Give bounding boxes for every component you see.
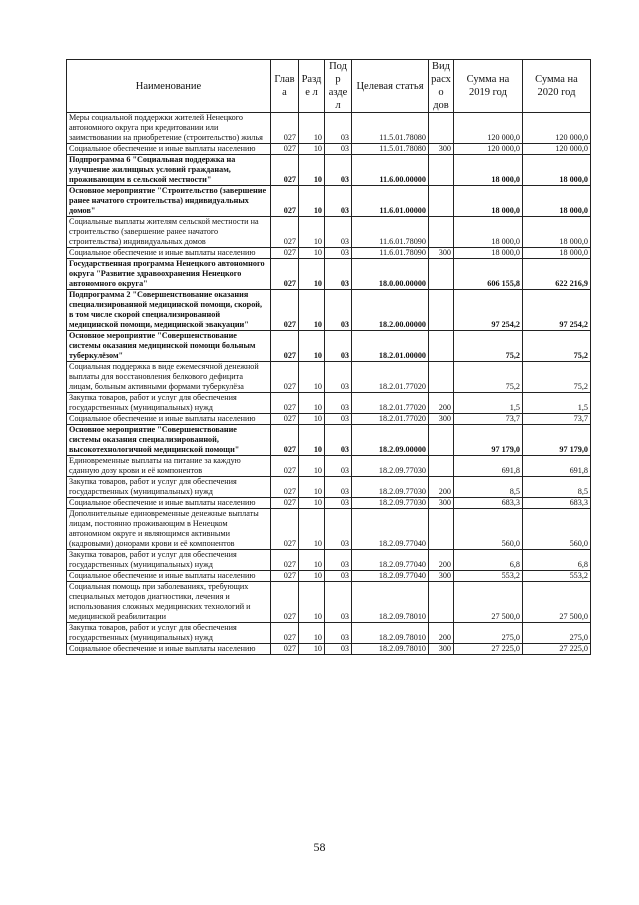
budget-table xyxy=(66,59,591,655)
cell-name: Закупка товаров, работ и услуг для обеспечения государственных (муниципальных) нужд xyxy=(67,623,271,644)
header-glava: Глав а xyxy=(271,60,299,113)
cell-razdel: 10 xyxy=(299,550,325,571)
cell-razdel: 10 xyxy=(299,113,325,144)
header-name: Наименование xyxy=(67,60,271,113)
cell-glava: 027 xyxy=(271,217,299,248)
cell-podrazdel: 03 xyxy=(325,571,352,582)
cell-vid xyxy=(429,456,454,477)
page-number: 58 xyxy=(313,840,326,854)
cell-razdel: 10 xyxy=(299,509,325,550)
cell-target: 18.2.09.78010 xyxy=(352,644,429,655)
cell-target: 18.2.09.77040 xyxy=(352,550,429,571)
table-row xyxy=(67,582,591,623)
table-header-row xyxy=(67,60,591,113)
table-row xyxy=(67,644,591,655)
cell-glava: 027 xyxy=(271,290,299,331)
cell-sum2019: 27 500,0 xyxy=(454,582,523,623)
cell-sum2019: 683,3 xyxy=(454,498,523,509)
cell-vid: 300 xyxy=(429,498,454,509)
cell-name: Подпрограмма 2 "Совершенствование оказания специализированной медицинской помощи, скорой, в том числе скорой специализированной медицинской помощи, медицинской эвакуации" xyxy=(67,290,271,331)
table-row xyxy=(67,393,591,414)
cell-podrazdel: 03 xyxy=(325,290,352,331)
cell-glava: 027 xyxy=(271,393,299,414)
cell-razdel: 10 xyxy=(299,217,325,248)
cell-podrazdel: 03 xyxy=(325,550,352,571)
cell-name: Социальное обеспечение и иные выплаты населению xyxy=(67,498,271,509)
cell-vid: 200 xyxy=(429,550,454,571)
cell-sum2019: 6,8 xyxy=(454,550,523,571)
cell-vid xyxy=(429,155,454,186)
cell-podrazdel: 03 xyxy=(325,113,352,144)
table-row xyxy=(67,414,591,425)
cell-name: Основное мероприятие "Строительство (завершение ранее начатого строительства) индивидуальных домов" xyxy=(67,186,271,217)
cell-glava: 027 xyxy=(271,477,299,498)
cell-glava: 027 xyxy=(271,259,299,290)
cell-podrazdel: 03 xyxy=(325,331,352,362)
cell-razdel: 10 xyxy=(299,644,325,655)
table-body xyxy=(67,113,591,655)
cell-glava: 027 xyxy=(271,509,299,550)
cell-name: Социальное обеспечение и иные выплаты населению xyxy=(67,571,271,582)
cell-target: 11.6.01.78090 xyxy=(352,217,429,248)
cell-glava: 027 xyxy=(271,550,299,571)
cell-vid xyxy=(429,425,454,456)
cell-sum2019: 97 179,0 xyxy=(454,425,523,456)
cell-vid xyxy=(429,582,454,623)
cell-glava: 027 xyxy=(271,623,299,644)
cell-podrazdel: 03 xyxy=(325,477,352,498)
table-row xyxy=(67,362,591,393)
cell-podrazdel: 03 xyxy=(325,248,352,259)
cell-sum2020: 18 000,0 xyxy=(523,248,591,259)
cell-razdel: 10 xyxy=(299,290,325,331)
cell-sum2020: 18 000,0 xyxy=(523,186,591,217)
cell-razdel: 10 xyxy=(299,414,325,425)
cell-name: Социальная поддержка в виде ежемесячной денежной выплаты для восстановления белкового дефицита лицам, больным активными формами туберкулёза xyxy=(67,362,271,393)
cell-glava: 027 xyxy=(271,571,299,582)
cell-podrazdel: 03 xyxy=(325,623,352,644)
cell-target: 18.2.00.00000 xyxy=(352,290,429,331)
cell-podrazdel: 03 xyxy=(325,414,352,425)
cell-razdel: 10 xyxy=(299,498,325,509)
cell-target: 11.6.01.78090 xyxy=(352,248,429,259)
cell-podrazdel: 03 xyxy=(325,644,352,655)
cell-vid xyxy=(429,331,454,362)
table-row xyxy=(67,623,591,644)
cell-name: Социальная помощь при заболеваниях, требующих специальных методов диагностики, лечения и использования сложных медицинских технологий и медицинской реабилитации xyxy=(67,582,271,623)
cell-target: 18.2.09.00000 xyxy=(352,425,429,456)
table-row xyxy=(67,571,591,582)
table-row xyxy=(67,259,591,290)
cell-sum2019: 18 000,0 xyxy=(454,186,523,217)
cell-target: 18.2.01.00000 xyxy=(352,331,429,362)
cell-podrazdel: 03 xyxy=(325,362,352,393)
cell-sum2019: 560,0 xyxy=(454,509,523,550)
table-row xyxy=(67,155,591,186)
table-row xyxy=(67,248,591,259)
cell-target: 18.2.01.77020 xyxy=(352,393,429,414)
cell-name: Меры социальной поддержки жителей Ненецкого автономного округа при кредитовании или заимствовании на приобретение (строительство) жилья xyxy=(67,113,271,144)
cell-vid xyxy=(429,186,454,217)
cell-vid: 300 xyxy=(429,414,454,425)
cell-name: Дополнительные единовременные денежные выплаты лицам, постоянно проживающим в Ненецком автономном округе и являющимся активными (кадровыми) донорами крови и её компонентов xyxy=(67,509,271,550)
cell-sum2019: 691,8 xyxy=(454,456,523,477)
cell-sum2020: 120 000,0 xyxy=(523,144,591,155)
cell-target: 18.0.00.00000 xyxy=(352,259,429,290)
cell-glava: 027 xyxy=(271,582,299,623)
table-row xyxy=(67,425,591,456)
cell-sum2020: 75,2 xyxy=(523,331,591,362)
cell-sum2020: 97 179,0 xyxy=(523,425,591,456)
cell-sum2020: 120 000,0 xyxy=(523,113,591,144)
header-podrazdel: Подр аздел xyxy=(325,60,352,113)
cell-podrazdel: 03 xyxy=(325,144,352,155)
cell-podrazdel: 03 xyxy=(325,498,352,509)
cell-sum2019: 97 254,2 xyxy=(454,290,523,331)
cell-vid xyxy=(429,362,454,393)
cell-target: 18.2.09.77040 xyxy=(352,571,429,582)
cell-glava: 027 xyxy=(271,113,299,144)
cell-glava: 027 xyxy=(271,248,299,259)
cell-razdel: 10 xyxy=(299,259,325,290)
cell-glava: 027 xyxy=(271,425,299,456)
table-row xyxy=(67,331,591,362)
header-target: Целевая статья xyxy=(352,60,429,113)
cell-sum2019: 606 155,8 xyxy=(454,259,523,290)
cell-razdel: 10 xyxy=(299,582,325,623)
cell-sum2019: 27 225,0 xyxy=(454,644,523,655)
cell-sum2019: 18 000,0 xyxy=(454,217,523,248)
cell-vid: 200 xyxy=(429,393,454,414)
cell-name: Закупка товаров, работ и услуг для обеспечения государственных (муниципальных) нужд xyxy=(67,477,271,498)
cell-sum2020: 75,2 xyxy=(523,362,591,393)
cell-sum2020: 691,8 xyxy=(523,456,591,477)
table-row xyxy=(67,144,591,155)
cell-vid: 300 xyxy=(429,144,454,155)
cell-sum2019: 73,7 xyxy=(454,414,523,425)
cell-sum2019: 75,2 xyxy=(454,331,523,362)
cell-sum2020: 27 225,0 xyxy=(523,644,591,655)
cell-podrazdel: 03 xyxy=(325,217,352,248)
cell-name: Основное мероприятие "Совершенствование системы оказания специализированной, высокотехнологичной медицинской помощи" xyxy=(67,425,271,456)
cell-vid: 300 xyxy=(429,644,454,655)
cell-sum2020: 622 216,9 xyxy=(523,259,591,290)
cell-target: 11.6.00.00000 xyxy=(352,155,429,186)
cell-razdel: 10 xyxy=(299,362,325,393)
cell-name: Подпрограмма 6 "Социальная поддержка на улучшение жилищных условий гражданам, проживающим в сельской местности" xyxy=(67,155,271,186)
cell-vid: 300 xyxy=(429,571,454,582)
table-row xyxy=(67,290,591,331)
cell-sum2020: 18 000,0 xyxy=(523,155,591,186)
cell-podrazdel: 03 xyxy=(325,259,352,290)
cell-target: 18.2.01.77020 xyxy=(352,414,429,425)
cell-sum2020: 73,7 xyxy=(523,414,591,425)
cell-vid xyxy=(429,509,454,550)
cell-sum2020: 27 500,0 xyxy=(523,582,591,623)
cell-sum2019: 18 000,0 xyxy=(454,155,523,186)
cell-name: Государственная программа Ненецкого автономного округа "Развитие здравоохранения Ненецкого автономного округа" xyxy=(67,259,271,290)
cell-target: 11.5.01.78080 xyxy=(352,144,429,155)
cell-name: Единовременные выплаты на питание за каждую сданную дозу крови и её компонентов xyxy=(67,456,271,477)
cell-sum2020: 553,2 xyxy=(523,571,591,582)
table-row xyxy=(67,498,591,509)
cell-sum2020: 6,8 xyxy=(523,550,591,571)
cell-sum2020: 1,5 xyxy=(523,393,591,414)
cell-podrazdel: 03 xyxy=(325,582,352,623)
cell-vid xyxy=(429,113,454,144)
table-row xyxy=(67,113,591,144)
cell-glava: 027 xyxy=(271,155,299,186)
cell-glava: 027 xyxy=(271,186,299,217)
table-row xyxy=(67,217,591,248)
cell-razdel: 10 xyxy=(299,477,325,498)
cell-glava: 027 xyxy=(271,331,299,362)
cell-target: 18.2.01.77020 xyxy=(352,362,429,393)
cell-podrazdel: 03 xyxy=(325,186,352,217)
cell-sum2019: 120 000,0 xyxy=(454,113,523,144)
cell-glava: 027 xyxy=(271,414,299,425)
cell-razdel: 10 xyxy=(299,155,325,186)
cell-glava: 027 xyxy=(271,144,299,155)
cell-glava: 027 xyxy=(271,362,299,393)
cell-razdel: 10 xyxy=(299,425,325,456)
cell-name: Социальное обеспечение и иные выплаты населению xyxy=(67,414,271,425)
cell-target: 18.2.09.78010 xyxy=(352,623,429,644)
cell-podrazdel: 03 xyxy=(325,456,352,477)
cell-target: 18.2.09.77040 xyxy=(352,509,429,550)
cell-sum2020: 560,0 xyxy=(523,509,591,550)
cell-razdel: 10 xyxy=(299,393,325,414)
cell-name: Закупка товаров, работ и услуг для обеспечения государственных (муниципальных) нужд xyxy=(67,550,271,571)
cell-podrazdel: 03 xyxy=(325,509,352,550)
cell-vid: 200 xyxy=(429,623,454,644)
cell-sum2019: 1,5 xyxy=(454,393,523,414)
cell-vid xyxy=(429,217,454,248)
cell-name: Закупка товаров, работ и услуг для обеспечения государственных (муниципальных) нужд xyxy=(67,393,271,414)
cell-sum2020: 97 254,2 xyxy=(523,290,591,331)
cell-glava: 027 xyxy=(271,644,299,655)
cell-podrazdel: 03 xyxy=(325,425,352,456)
cell-target: 18.2.09.77030 xyxy=(352,477,429,498)
cell-target: 18.2.09.78010 xyxy=(352,582,429,623)
cell-vid xyxy=(429,290,454,331)
cell-razdel: 10 xyxy=(299,186,325,217)
cell-sum2019: 553,2 xyxy=(454,571,523,582)
cell-sum2019: 275,0 xyxy=(454,623,523,644)
cell-razdel: 10 xyxy=(299,248,325,259)
cell-podrazdel: 03 xyxy=(325,155,352,186)
table-row xyxy=(67,186,591,217)
cell-vid: 300 xyxy=(429,248,454,259)
cell-glava: 027 xyxy=(271,498,299,509)
cell-target: 11.5.01.78080 xyxy=(352,113,429,144)
cell-sum2020: 275,0 xyxy=(523,623,591,644)
header-sum-2020: Сумма на 2020 год xyxy=(523,60,591,113)
cell-name: Социальное обеспечение и иные выплаты населению xyxy=(67,248,271,259)
cell-name: Социальное обеспечение и иные выплаты населению xyxy=(67,144,271,155)
cell-sum2020: 8,5 xyxy=(523,477,591,498)
table-row xyxy=(67,509,591,550)
cell-razdel: 10 xyxy=(299,571,325,582)
cell-podrazdel: 03 xyxy=(325,393,352,414)
cell-sum2020: 683,3 xyxy=(523,498,591,509)
cell-sum2019: 120 000,0 xyxy=(454,144,523,155)
cell-name: Социальные выплаты жителям сельской местности на строительство (завершение ранее начатого строительства) индивидуальных домов xyxy=(67,217,271,248)
table-row xyxy=(67,550,591,571)
cell-razdel: 10 xyxy=(299,331,325,362)
cell-name: Основное мероприятие "Совершенствование системы оказания медицинской помощи больным туберкулёзом" xyxy=(67,331,271,362)
cell-razdel: 10 xyxy=(299,456,325,477)
header-vid: Вид расхо дов xyxy=(429,60,454,113)
cell-sum2019: 18 000,0 xyxy=(454,248,523,259)
cell-razdel: 10 xyxy=(299,623,325,644)
table-row xyxy=(67,477,591,498)
cell-razdel: 10 xyxy=(299,144,325,155)
header-razdel: Разде л xyxy=(299,60,325,113)
cell-target: 18.2.09.77030 xyxy=(352,456,429,477)
cell-vid xyxy=(429,259,454,290)
cell-name: Социальное обеспечение и иные выплаты населению xyxy=(67,644,271,655)
cell-glava: 027 xyxy=(271,456,299,477)
cell-sum2020: 18 000,0 xyxy=(523,217,591,248)
cell-vid: 200 xyxy=(429,477,454,498)
header-sum-2019: Сумма на 2019 год xyxy=(454,60,523,113)
table-row xyxy=(67,456,591,477)
cell-sum2019: 8,5 xyxy=(454,477,523,498)
cell-sum2019: 75,2 xyxy=(454,362,523,393)
cell-target: 11.6.01.00000 xyxy=(352,186,429,217)
cell-target: 18.2.09.77030 xyxy=(352,498,429,509)
